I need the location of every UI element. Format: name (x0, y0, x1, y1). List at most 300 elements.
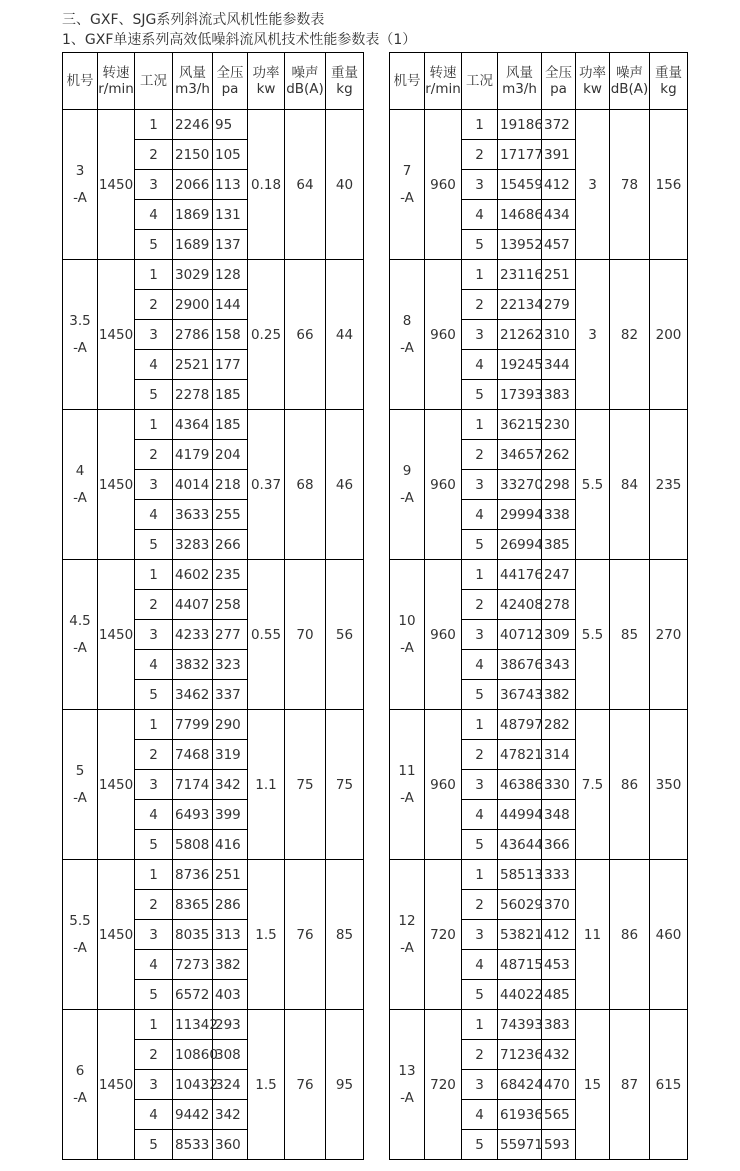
pressure-cell: 185 (213, 410, 248, 440)
airflow-cell: 1869 (173, 200, 213, 230)
weight-cell: 270 (650, 560, 688, 710)
header-speed-line: 转速 (102, 65, 130, 81)
airflow-cell: 2786 (173, 320, 213, 350)
condition-cell: 4 (135, 650, 173, 680)
condition-cell: 3 (462, 770, 498, 800)
speed-cell: 960 (425, 560, 462, 710)
condition-cell: 1 (462, 1010, 498, 1040)
power-cell: 0.55 (248, 560, 285, 710)
condition-cell: 4 (135, 1100, 173, 1130)
pressure-cell: 432 (542, 1040, 576, 1070)
model-line: -A (73, 489, 87, 506)
power-cell: 0.25 (248, 260, 285, 410)
condition-cell: 2 (135, 140, 173, 170)
pressure-cell: 131 (213, 200, 248, 230)
model-line: 7 (402, 162, 412, 179)
condition-cell: 1 (135, 1010, 173, 1040)
airflow-cell: 4233 (173, 620, 213, 650)
model-cell (63, 1010, 98, 1160)
pressure-cell: 382 (542, 680, 576, 710)
airflow-cell: 42408 (498, 590, 542, 620)
header-airflow-line: m3/h (502, 81, 537, 97)
table-row (390, 710, 688, 740)
header-noise-line: 噪声 (616, 65, 643, 81)
condition-cell: 4 (462, 350, 498, 380)
table-row (63, 1010, 364, 1040)
model-line: 6 (75, 1062, 85, 1079)
model-line: -A (73, 639, 87, 656)
pressure-cell: 344 (542, 350, 576, 380)
model-line: 5 (75, 762, 85, 779)
speed-cell: 1450 (98, 710, 135, 860)
condition-cell: 5 (135, 1130, 173, 1160)
header-airflow-line: 风量 (179, 65, 206, 81)
header-pressure-line: 全压 (545, 65, 572, 81)
condition-cell: 5 (135, 530, 173, 560)
pressure-cell: 457 (542, 230, 576, 260)
model-line: -A (73, 189, 87, 206)
model-line: 9 (402, 462, 412, 479)
header-power-line: kw (583, 81, 602, 97)
weight-cell: 615 (650, 1010, 688, 1160)
condition-cell: 2 (135, 590, 173, 620)
pressure-cell: 343 (542, 650, 576, 680)
airflow-cell: 48797 (498, 710, 542, 740)
pressure-cell: 370 (542, 890, 576, 920)
airflow-cell: 19186 (498, 110, 542, 140)
condition-cell: 2 (462, 1040, 498, 1070)
pressure-cell: 470 (542, 1070, 576, 1100)
pressure-cell: 298 (542, 470, 576, 500)
header-airflow (173, 53, 213, 110)
speed-cell: 960 (425, 710, 462, 860)
airflow-cell: 55971 (498, 1130, 542, 1160)
airflow-cell: 10432 (173, 1070, 213, 1100)
pressure-cell: 218 (213, 470, 248, 500)
airflow-cell: 4364 (173, 410, 213, 440)
airflow-cell: 4179 (173, 440, 213, 470)
condition-cell: 3 (462, 470, 498, 500)
condition-cell: 1 (462, 710, 498, 740)
airflow-cell: 11342 (173, 1010, 213, 1040)
weight-cell: 56 (326, 560, 364, 710)
airflow-cell: 14686 (498, 200, 542, 230)
airflow-cell: 8035 (173, 920, 213, 950)
condition-cell: 2 (462, 740, 498, 770)
airflow-cell: 2900 (173, 290, 213, 320)
header-power (576, 53, 610, 110)
header-pressure (213, 53, 248, 110)
pressure-cell: 105 (213, 140, 248, 170)
model-line: -A (73, 789, 87, 806)
power-cell: 0.37 (248, 410, 285, 560)
condition-cell: 2 (135, 440, 173, 470)
pressure-cell: 385 (542, 530, 576, 560)
weight-cell: 46 (326, 410, 364, 560)
condition-cell: 4 (135, 350, 173, 380)
pressure-cell: 277 (213, 620, 248, 650)
condition-cell: 2 (135, 290, 173, 320)
model-line: 12 (398, 912, 416, 929)
pressure-cell: 412 (542, 170, 576, 200)
header-noise (285, 53, 326, 110)
header-pressure-line: 全压 (216, 65, 244, 81)
airflow-cell: 3029 (173, 260, 213, 290)
condition-cell: 3 (462, 170, 498, 200)
spec-table-right (389, 52, 688, 1160)
noise-cell: 76 (285, 1010, 326, 1160)
model-line: 13 (398, 1062, 416, 1079)
speed-cell: 960 (425, 260, 462, 410)
airflow-cell: 15459 (498, 170, 542, 200)
header-noise-line: dB(A) (286, 81, 324, 97)
condition-cell: 4 (462, 800, 498, 830)
model-line: 3.5 (69, 312, 91, 329)
header-condition-text: 工况 (140, 73, 167, 89)
model-cell (390, 1010, 425, 1160)
weight-cell: 235 (650, 410, 688, 560)
airflow-cell: 8365 (173, 890, 213, 920)
pressure-cell: 348 (542, 800, 576, 830)
pressure-cell: 314 (542, 740, 576, 770)
pressure-cell: 416 (213, 830, 248, 860)
header-row (63, 53, 364, 110)
condition-cell: 5 (462, 380, 498, 410)
airflow-cell: 2278 (173, 380, 213, 410)
table-row (390, 1010, 688, 1040)
noise-cell: 78 (610, 110, 650, 260)
power-cell: 5.5 (576, 560, 610, 710)
condition-cell: 4 (462, 200, 498, 230)
noise-cell: 85 (610, 560, 650, 710)
noise-cell: 86 (610, 860, 650, 1010)
power-cell: 1.1 (248, 710, 285, 860)
airflow-cell: 2246 (173, 110, 213, 140)
pressure-cell: 204 (213, 440, 248, 470)
airflow-cell: 8736 (173, 860, 213, 890)
header-row (390, 53, 688, 110)
noise-cell: 70 (285, 560, 326, 710)
pressure-cell: 383 (542, 380, 576, 410)
pressure-cell: 330 (542, 770, 576, 800)
header-airflow (498, 53, 542, 110)
condition-cell: 2 (135, 740, 173, 770)
model-cell (390, 110, 425, 260)
airflow-cell: 8533 (173, 1130, 213, 1160)
condition-cell: 5 (462, 1130, 498, 1160)
airflow-cell: 5808 (173, 830, 213, 860)
condition-cell: 4 (135, 800, 173, 830)
airflow-cell: 34657 (498, 440, 542, 470)
airflow-cell: 19245 (498, 350, 542, 380)
speed-cell: 720 (425, 1010, 462, 1160)
condition-cell: 1 (135, 860, 173, 890)
header-model-text: 机号 (393, 73, 421, 89)
model-cell (63, 110, 98, 260)
header-weight (326, 53, 364, 110)
condition-cell: 1 (462, 410, 498, 440)
condition-cell: 3 (462, 320, 498, 350)
condition-cell: 1 (135, 110, 173, 140)
noise-cell: 84 (610, 410, 650, 560)
weight-cell: 460 (650, 860, 688, 1010)
pressure-cell: 360 (213, 1130, 248, 1160)
airflow-cell: 61936 (498, 1100, 542, 1130)
pressure-cell: 313 (213, 920, 248, 950)
header-condition (135, 53, 173, 110)
pressure-cell: 144 (213, 290, 248, 320)
airflow-cell: 56029 (498, 890, 542, 920)
model-line: -A (400, 1089, 414, 1106)
header-noise-line: 噪声 (291, 65, 319, 81)
airflow-cell: 1689 (173, 230, 213, 260)
condition-cell: 4 (135, 950, 173, 980)
airflow-cell: 36743 (498, 680, 542, 710)
header-airflow-line: m3/h (175, 81, 210, 97)
condition-cell: 5 (135, 230, 173, 260)
header-model (390, 53, 425, 110)
pressure-cell: 230 (542, 410, 576, 440)
noise-cell: 66 (285, 260, 326, 410)
condition-cell: 4 (462, 650, 498, 680)
condition-cell: 3 (135, 920, 173, 950)
condition-cell: 5 (135, 980, 173, 1010)
header-condition-text: 工况 (466, 73, 493, 89)
airflow-cell: 71236 (498, 1040, 542, 1070)
condition-cell: 1 (462, 560, 498, 590)
airflow-cell: 3462 (173, 680, 213, 710)
airflow-cell: 23116 (498, 260, 542, 290)
pressure-cell: 293 (213, 1010, 248, 1040)
model-cell (390, 710, 425, 860)
airflow-cell: 2150 (173, 140, 213, 170)
speed-cell: 1450 (98, 260, 135, 410)
airflow-cell: 13952 (498, 230, 542, 260)
pressure-cell: 565 (542, 1100, 576, 1130)
header-speed-line: r/min (98, 81, 134, 97)
condition-cell: 4 (462, 1100, 498, 1130)
pressure-cell: 453 (542, 950, 576, 980)
airflow-cell: 22134 (498, 290, 542, 320)
header-speed-line: 转速 (429, 65, 457, 81)
pressure-cell: 485 (542, 980, 576, 1010)
condition-cell: 3 (462, 1070, 498, 1100)
weight-cell: 156 (650, 110, 688, 260)
noise-cell: 76 (285, 860, 326, 1010)
model-line: 4.5 (69, 612, 91, 629)
pressure-cell: 309 (542, 620, 576, 650)
power-cell: 1.5 (248, 860, 285, 1010)
condition-cell: 2 (135, 1040, 173, 1070)
model-line: 4 (75, 462, 85, 479)
header-weight-line: kg (660, 81, 677, 97)
pressure-cell: 113 (213, 170, 248, 200)
pressure-cell: 279 (542, 290, 576, 320)
model-line: -A (400, 939, 414, 956)
airflow-cell: 53821 (498, 920, 542, 950)
header-speed-line: r/min (425, 81, 461, 97)
header-airflow-line: 风量 (506, 65, 533, 81)
condition-cell: 5 (135, 830, 173, 860)
model-line: -A (400, 189, 414, 206)
airflow-cell: 68424 (498, 1070, 542, 1100)
table-row (390, 110, 688, 140)
pressure-cell: 310 (542, 320, 576, 350)
weight-cell: 40 (326, 110, 364, 260)
airflow-cell: 4407 (173, 590, 213, 620)
model-line: 3 (75, 162, 85, 179)
speed-cell: 1450 (98, 860, 135, 1010)
airflow-cell: 44176 (498, 560, 542, 590)
table-row (63, 260, 364, 290)
pressure-cell: 366 (542, 830, 576, 860)
condition-cell: 5 (462, 230, 498, 260)
condition-cell: 5 (462, 530, 498, 560)
pressure-cell: 323 (213, 650, 248, 680)
airflow-cell: 2521 (173, 350, 213, 380)
header-pressure (542, 53, 576, 110)
model-line: -A (73, 939, 87, 956)
speed-cell: 960 (425, 410, 462, 560)
pressure-cell: 383 (542, 1010, 576, 1040)
condition-cell: 1 (135, 560, 173, 590)
speed-cell: 1450 (98, 560, 135, 710)
condition-cell: 5 (462, 680, 498, 710)
pressure-cell: 338 (542, 500, 576, 530)
airflow-cell: 7468 (173, 740, 213, 770)
pressure-cell: 372 (542, 110, 576, 140)
noise-cell: 75 (285, 710, 326, 860)
condition-cell: 3 (462, 620, 498, 650)
airflow-cell: 21262 (498, 320, 542, 350)
condition-cell: 3 (462, 920, 498, 950)
pressure-cell: 403 (213, 980, 248, 1010)
header-model (63, 53, 98, 110)
condition-cell: 3 (135, 1070, 173, 1100)
pressure-cell: 251 (542, 260, 576, 290)
pressure-cell: 235 (213, 560, 248, 590)
weight-cell: 75 (326, 710, 364, 860)
table-row (63, 860, 364, 890)
airflow-cell: 58513 (498, 860, 542, 890)
airflow-cell: 17393 (498, 380, 542, 410)
pressure-cell: 278 (542, 590, 576, 620)
weight-cell: 44 (326, 260, 364, 410)
pressure-cell: 251 (213, 860, 248, 890)
airflow-cell: 9442 (173, 1100, 213, 1130)
header-pressure-line: pa (550, 81, 567, 97)
header-power (248, 53, 285, 110)
model-cell (390, 860, 425, 1010)
power-cell: 5.5 (576, 410, 610, 560)
airflow-cell: 48715 (498, 950, 542, 980)
condition-cell: 1 (462, 260, 498, 290)
section-title: 三、GXF、SJG系列斜流式风机性能参数表 (62, 12, 325, 28)
model-cell (390, 260, 425, 410)
header-power-line: 功率 (252, 65, 280, 81)
power-cell: 15 (576, 1010, 610, 1160)
pressure-cell: 128 (213, 260, 248, 290)
airflow-cell: 38676 (498, 650, 542, 680)
model-line: -A (400, 789, 414, 806)
power-cell: 0.18 (248, 110, 285, 260)
table-row (390, 410, 688, 440)
pressure-cell: 258 (213, 590, 248, 620)
pressure-cell: 137 (213, 230, 248, 260)
header-pressure-line: pa (221, 81, 239, 97)
speed-cell: 720 (425, 860, 462, 1010)
table-row (63, 560, 364, 590)
model-line: -A (400, 639, 414, 656)
condition-cell: 1 (462, 860, 498, 890)
airflow-cell: 4602 (173, 560, 213, 590)
condition-cell: 5 (462, 830, 498, 860)
header-speed (425, 53, 462, 110)
airflow-cell: 7273 (173, 950, 213, 980)
condition-cell: 5 (135, 680, 173, 710)
pressure-cell: 290 (213, 710, 248, 740)
airflow-cell: 6572 (173, 980, 213, 1010)
table-row (63, 410, 364, 440)
airflow-cell: 47821 (498, 740, 542, 770)
condition-cell: 2 (462, 140, 498, 170)
header-model-text: 机号 (66, 73, 94, 89)
power-cell: 11 (576, 860, 610, 1010)
speed-cell: 1450 (98, 1010, 135, 1160)
speed-cell: 1450 (98, 110, 135, 260)
airflow-cell: 44994 (498, 800, 542, 830)
noise-cell: 68 (285, 410, 326, 560)
condition-cell: 4 (135, 500, 173, 530)
table-row (390, 260, 688, 290)
pressure-cell: 337 (213, 680, 248, 710)
airflow-cell: 46386 (498, 770, 542, 800)
condition-cell: 3 (135, 320, 173, 350)
model-line: 11 (398, 762, 416, 779)
model-line: 10 (398, 612, 416, 629)
model-cell (390, 560, 425, 710)
pressure-cell: 255 (213, 500, 248, 530)
pressure-cell: 158 (213, 320, 248, 350)
airflow-cell: 74393 (498, 1010, 542, 1040)
pressure-cell: 333 (542, 860, 576, 890)
airflow-cell: 7799 (173, 710, 213, 740)
airflow-cell: 40712 (498, 620, 542, 650)
pressure-cell: 319 (213, 740, 248, 770)
noise-cell: 82 (610, 260, 650, 410)
condition-cell: 2 (462, 440, 498, 470)
airflow-cell: 10860 (173, 1040, 213, 1070)
header-speed (98, 53, 135, 110)
pressure-cell: 262 (542, 440, 576, 470)
airflow-cell: 3283 (173, 530, 213, 560)
header-condition (462, 53, 498, 110)
model-line: -A (400, 489, 414, 506)
condition-cell: 1 (462, 110, 498, 140)
noise-cell: 64 (285, 110, 326, 260)
airflow-cell: 3832 (173, 650, 213, 680)
weight-cell: 350 (650, 710, 688, 860)
airflow-cell: 36215 (498, 410, 542, 440)
airflow-cell: 44022 (498, 980, 542, 1010)
model-line: -A (400, 339, 414, 356)
table-row (390, 860, 688, 890)
condition-cell: 4 (462, 950, 498, 980)
weight-cell: 95 (326, 1010, 364, 1160)
header-weight (650, 53, 688, 110)
power-cell: 1.5 (248, 1010, 285, 1160)
condition-cell: 2 (462, 890, 498, 920)
